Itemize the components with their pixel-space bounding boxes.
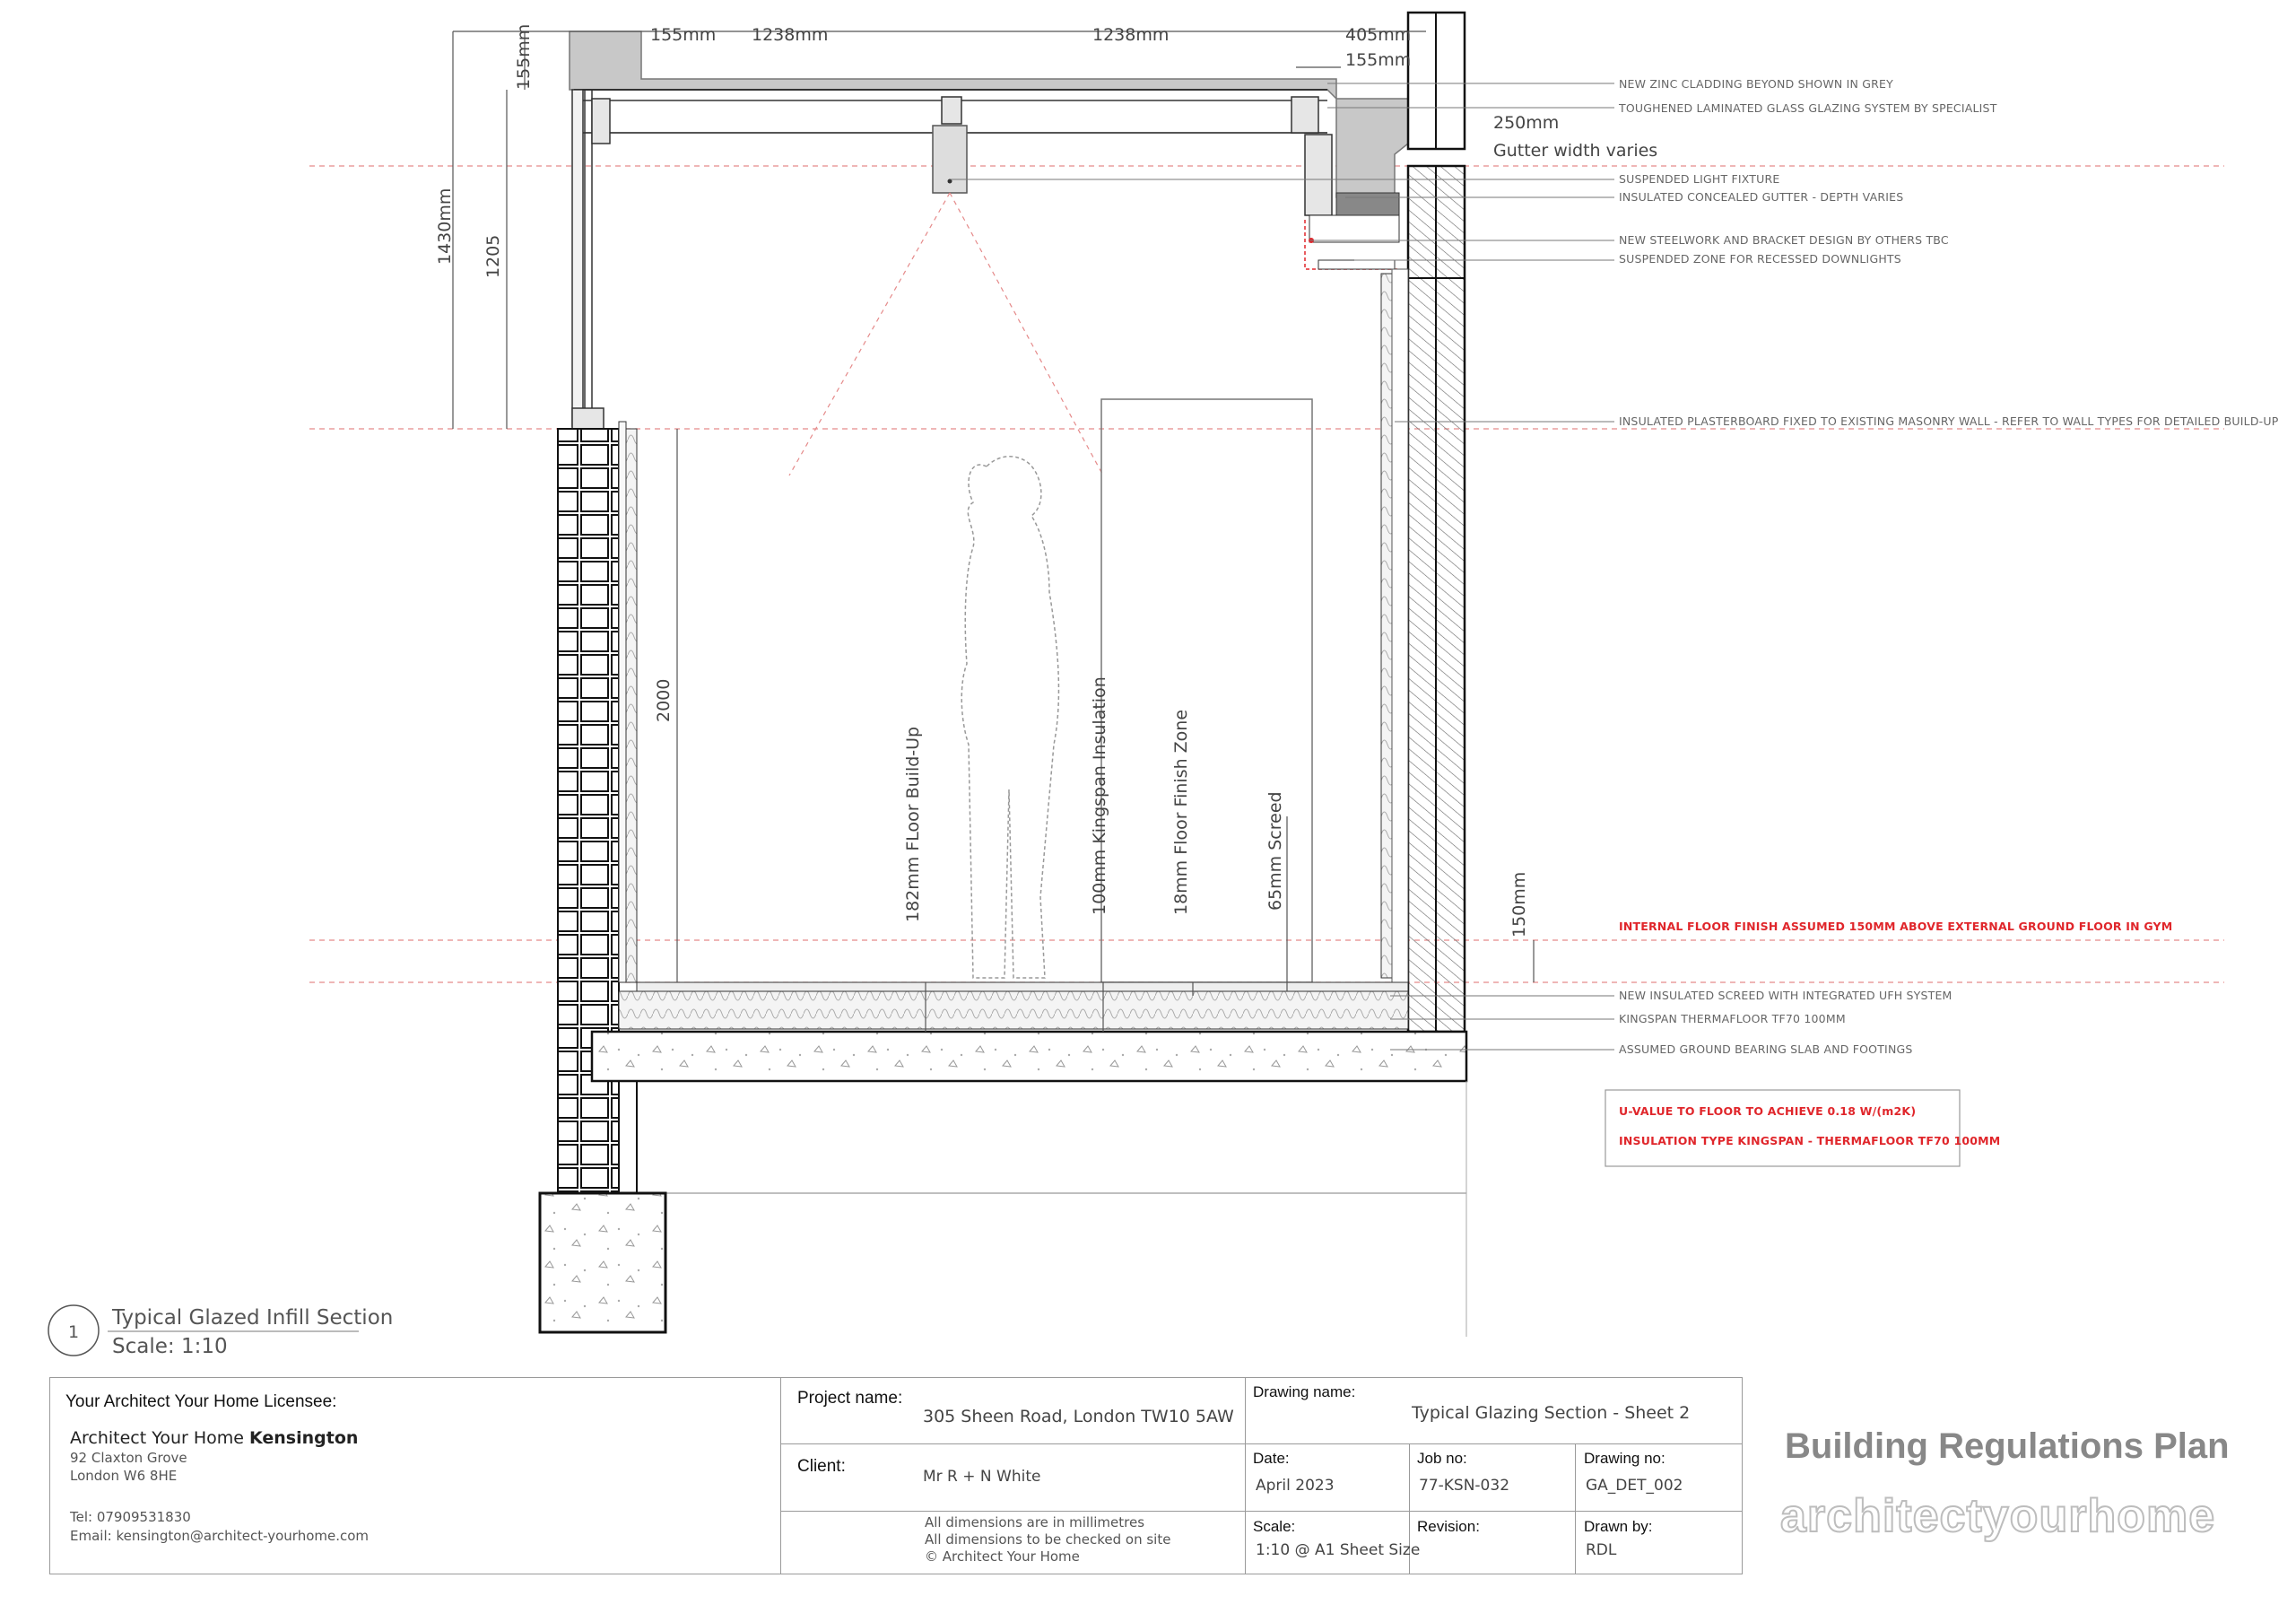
- dim-gutter-width: Gutter width varies: [1493, 141, 1658, 161]
- dim-top-1238-b: 1238mm: [1092, 25, 1170, 45]
- brand-logo: architectyourhome: [1780, 1490, 2216, 1542]
- firm-branch: Kensington: [249, 1428, 359, 1448]
- drawing-no-label: Drawing no:: [1584, 1450, 1665, 1467]
- person-silhouette: [961, 457, 1058, 978]
- note-downlights: SUSPENDED ZONE FOR RECESSED DOWNLIGHTS: [1619, 252, 1901, 266]
- dim-floor-build-up: 182mm FLoor Build-Up: [903, 726, 923, 922]
- date-label: Date:: [1253, 1450, 1290, 1467]
- drawing-name-value: Typical Glazing Section - Sheet 2: [1412, 1403, 1691, 1423]
- date-value: April 2023: [1256, 1477, 1335, 1495]
- note-plasterboard: INSULATED PLASTERBOARD FIXED TO EXISTING MASONRY WALL - REFER TO WALL TYPES FOR DETAILED BUILD-UP: [1619, 414, 2279, 428]
- plan-type-title: Building Regulations Plan: [1785, 1426, 2230, 1466]
- scale-value: 1:10 @ A1 Sheet Size: [1256, 1541, 1421, 1559]
- drawn-by-label: Drawn by:: [1584, 1518, 1653, 1535]
- disclaimer-2: All dimensions to be checked on site: [925, 1531, 1171, 1548]
- dim-gutter-250: 250mm: [1493, 113, 1560, 133]
- light-fixture: [789, 126, 1103, 475]
- floor-buildup: [592, 982, 1466, 1337]
- section-scale: Scale: 1:10: [112, 1335, 228, 1358]
- drawn-by-value: RDL: [1586, 1541, 1617, 1559]
- dim-height-2000: 2000: [654, 678, 674, 722]
- note-u-value: U-VALUE TO FLOOR TO ACHIEVE 0.18 W/(m2K): [1619, 1104, 1917, 1118]
- disclaimer-1: All dimensions are in millimetres: [925, 1514, 1145, 1530]
- note-light: SUSPENDED LIGHT FIXTURE: [1619, 172, 1780, 186]
- job-label: Job no:: [1417, 1450, 1467, 1467]
- note-steel: NEW STEELWORK AND BRACKET DESIGN BY OTHERS TBC: [1619, 233, 1949, 247]
- section-number: 1: [68, 1322, 80, 1342]
- email: Email: kensington@architect-yourhome.com: [70, 1528, 370, 1544]
- note-thermafloor: KINGSPAN THERMAFLOOR TF70 100MM: [1619, 1012, 1846, 1025]
- note-zinc: NEW ZINC CLADDING BEYOND SHOWN IN GREY: [1619, 77, 1893, 91]
- note-gutter: INSULATED CONCEALED GUTTER - DEPTH VARIES: [1619, 190, 1904, 204]
- u-value-box: [1605, 1090, 1960, 1166]
- note-slab: ASSUMED GROUND BEARING SLAB AND FOOTINGS: [1619, 1042, 1913, 1056]
- footing: [540, 1193, 665, 1332]
- dim-top-405: 405mm: [1345, 25, 1412, 45]
- client-value: Mr R + N White: [923, 1468, 1041, 1486]
- scale-label: Scale:: [1253, 1518, 1296, 1535]
- dim-top-155: 155mm: [650, 25, 717, 45]
- dim-kingspan-insulation: 100mm Kingspan Insulation: [1090, 676, 1109, 915]
- dim-left-1205: 1205: [483, 234, 503, 278]
- address-line-2: London W6 8HE: [70, 1468, 178, 1484]
- revision-label: Revision:: [1417, 1518, 1480, 1535]
- tel: Tel: 07909531830: [70, 1509, 191, 1525]
- project-value: 305 Sheen Road, London TW10 5AW: [923, 1407, 1234, 1426]
- note-insulation-type: INSULATION TYPE KINGSPAN - THERMAFLOOR TF70 100MM: [1619, 1134, 2001, 1147]
- job-value: 77-KSN-032: [1419, 1477, 1510, 1495]
- title-block: [49, 1377, 1743, 1574]
- dim-step-150: 150mm: [1509, 871, 1529, 937]
- drawing-no-value: GA_DET_002: [1586, 1477, 1683, 1495]
- disclaimer-3: © Architect Your Home: [925, 1548, 1080, 1565]
- dim-right-155: 155mm: [1345, 50, 1412, 70]
- firm-name: Architect Your Home: [70, 1428, 244, 1448]
- dim-left-1430: 1430mm: [435, 187, 455, 265]
- drawing-name-label: Drawing name:: [1253, 1383, 1356, 1400]
- dim-top-1238-a: 1238mm: [752, 25, 829, 45]
- dim-floor-finish-zone: 18mm Floor Finish Zone: [1171, 709, 1191, 915]
- note-screed-ufh: NEW INSULATED SCREED WITH INTEGRATED UFH SYSTEM: [1619, 989, 1952, 1002]
- dim-left-155: 155mm: [514, 23, 534, 90]
- project-label: Project name:: [797, 1389, 903, 1408]
- note-glass: TOUGHENED LAMINATED GLASS GLAZING SYSTEM BY SPECIALIST: [1619, 101, 1997, 115]
- note-internal-floor: INTERNAL FLOOR FINISH ASSUMED 150MM ABOVE EXTERNAL GROUND FLOOR IN GYM: [1619, 920, 2173, 933]
- dim-screed: 65mm Screed: [1265, 791, 1285, 911]
- roof-cladding: [570, 31, 1408, 197]
- licensee-label: Your Architect Your Home Licensee:: [65, 1392, 337, 1411]
- section-title: Typical Glazed Infill Section: [112, 1306, 394, 1330]
- address-line-1: 92 Claxton Grove: [70, 1450, 187, 1466]
- client-label: Client:: [797, 1457, 846, 1476]
